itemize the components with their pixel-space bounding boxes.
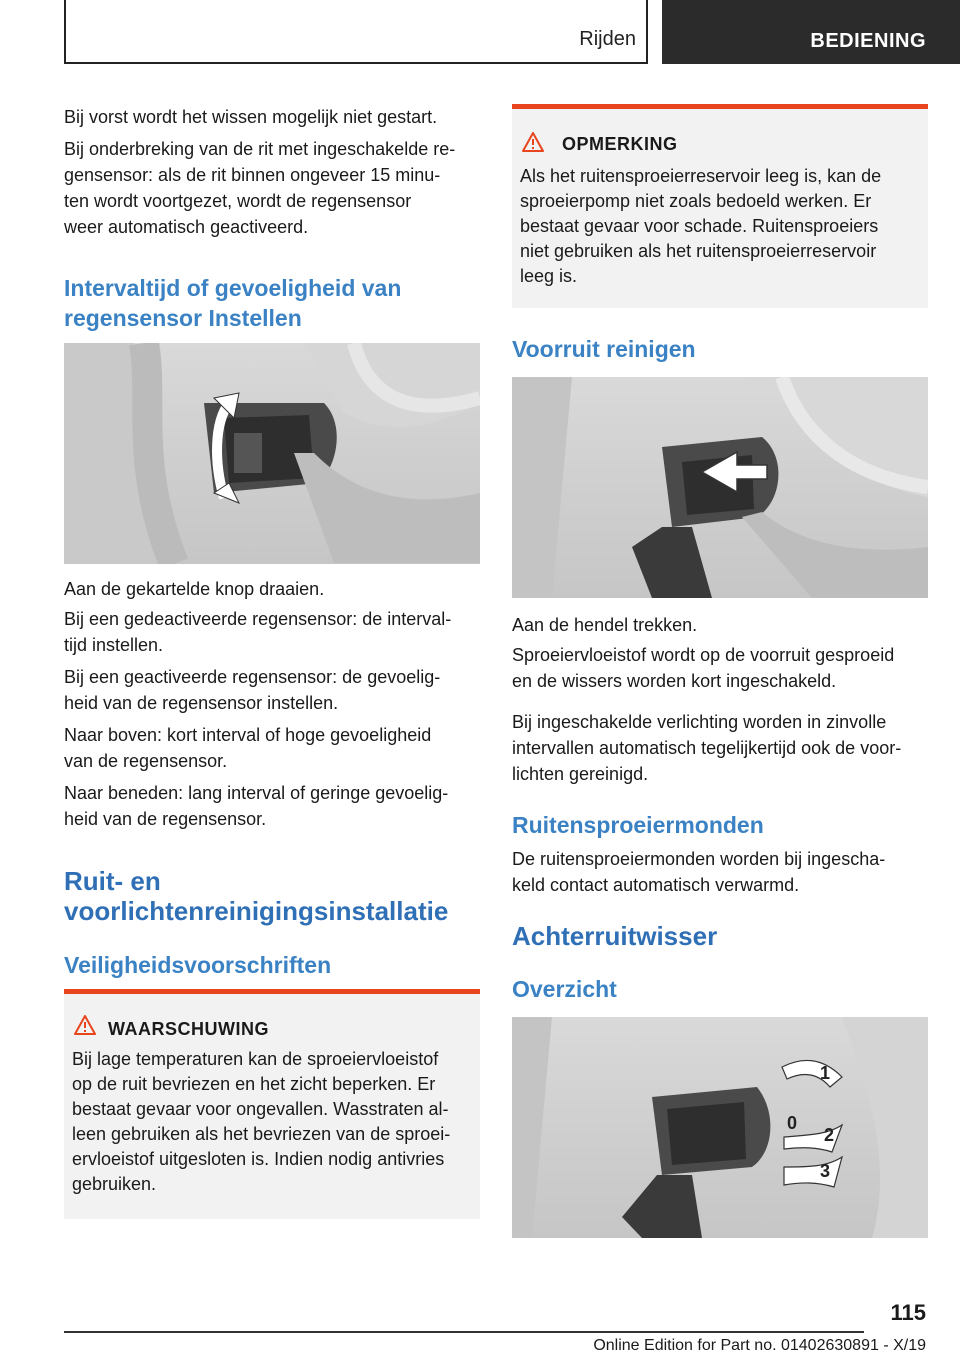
warning-bar [64, 989, 480, 994]
paragraph-line: Bij een geactiveerde regensensor: de gevoelig- [64, 667, 441, 687]
warning-line: bestaat gevaar voor ongevallen. Wasstraten al- [72, 1099, 449, 1119]
paragraph-line: keld contact automatisch verwarmd. [512, 875, 800, 895]
note-line: bestaat gevaar voor schade. Ruitensproeiers [520, 216, 879, 236]
section-heading: Overzicht [512, 976, 617, 1002]
paragraph-line: gensensor: als de rit binnen ongeveer 15 minu- [64, 165, 441, 185]
warning-line: leen gebruiken als het bevriezen van de sproei- [72, 1124, 451, 1144]
section-heading: Ruitensproeiermonden [512, 812, 764, 838]
paragraph-line: Bij onderbreking van de rit met ingeschakelde re- [64, 139, 456, 159]
paragraph-line: heid van de regensensor. [64, 809, 267, 829]
paragraph-line: Naar boven: kort interval of hoge gevoeligheid [64, 725, 432, 745]
paragraph-line: heid van de regensensor instellen. [64, 693, 339, 713]
paragraph-line: en de wissers worden kort ingeschakeld. [512, 671, 837, 691]
edition-note: Online Edition for Part no. 01402630891 - X/19 [593, 1337, 926, 1354]
paragraph: Aan de gekartelde knop draaien. [64, 579, 325, 599]
section-title: Rijden [579, 28, 636, 50]
paragraph: Bij vorst wordt het wissen mogelijk niet gestart. [64, 107, 438, 127]
chapter-heading: Ruit- en [64, 866, 161, 896]
warning-line: ervloeistof uitgesloten is. Indien nodig antivries [72, 1149, 445, 1169]
section-heading: Veiligheidsvoorschriften [64, 952, 332, 978]
paragraph-line: Naar beneden: lang interval of geringe gevoelig- [64, 783, 449, 803]
note-line: niet gebruiken als het ruitensproeierreservoir [520, 241, 877, 261]
paragraph-line: Sproeiervloeistof wordt op de voorruit gesproeid [512, 645, 895, 665]
chapter-heading: Achterruitwisser [512, 921, 718, 951]
note-bar [512, 104, 928, 109]
note-box [512, 104, 928, 308]
paragraph-line: lichten gereinigd. [512, 764, 649, 784]
paragraph: Aan de hendel trekken. [512, 615, 698, 635]
paragraph-line: tijd instellen. [64, 635, 164, 655]
warning-line: Bij lage temperaturen kan de sproeiervloeistof [72, 1049, 439, 1069]
chapter-heading: voorlichtenreinigingsinstallatie [64, 896, 449, 926]
paragraph-line: weer automatisch geactiveerd. [64, 217, 309, 237]
warning-box [64, 989, 480, 1219]
warning-line: op de ruit bevriezen en het zicht beperken. Er [72, 1074, 436, 1094]
warning-line: gebruiken. [72, 1174, 157, 1194]
position-label: 1 [820, 1063, 831, 1083]
chapter-title: BEDIENING [810, 30, 926, 52]
position-label: 0 [787, 1113, 798, 1133]
note-line: Als het ruitensproeierreservoir leeg is, kan de [520, 166, 882, 186]
windscreen-wash-figure [512, 377, 928, 598]
rear-wiper-figure [512, 1017, 928, 1238]
warning-title: WAARSCHUWING [108, 1019, 269, 1039]
note-line: leeg is. [520, 266, 578, 286]
paragraph-line: intervallen automatisch tegelijkertijd ook de voor- [512, 738, 902, 758]
section-heading: regensensor Instellen [64, 305, 302, 331]
section-heading: Intervaltijd of gevoeligheid van [64, 275, 402, 301]
warning-icon [74, 1015, 96, 1040]
note-title: OPMERKING [562, 134, 678, 154]
footer-divider [64, 1331, 864, 1333]
position-label: 2 [824, 1125, 835, 1145]
rain-sensor-knob-figure [64, 343, 480, 564]
paragraph-line: Bij een gedeactiveerde regensensor: de interval- [64, 609, 452, 629]
page-number: 115 [890, 1300, 926, 1325]
warning-icon [522, 132, 544, 157]
paragraph-line: De ruitensproeiermonden worden bij ingescha- [512, 849, 886, 869]
paragraph-line: ten wordt voortgezet, wordt de regensensor [64, 191, 412, 211]
paragraph-line: van de regensensor. [64, 751, 228, 771]
section-heading: Voorruit reinigen [512, 336, 696, 362]
note-line: sproeierpomp niet zoals bedoeld werken. Er [520, 191, 872, 211]
position-label: 3 [820, 1161, 831, 1181]
paragraph-line: Bij ingeschakelde verlichting worden in zinvolle [512, 712, 887, 732]
